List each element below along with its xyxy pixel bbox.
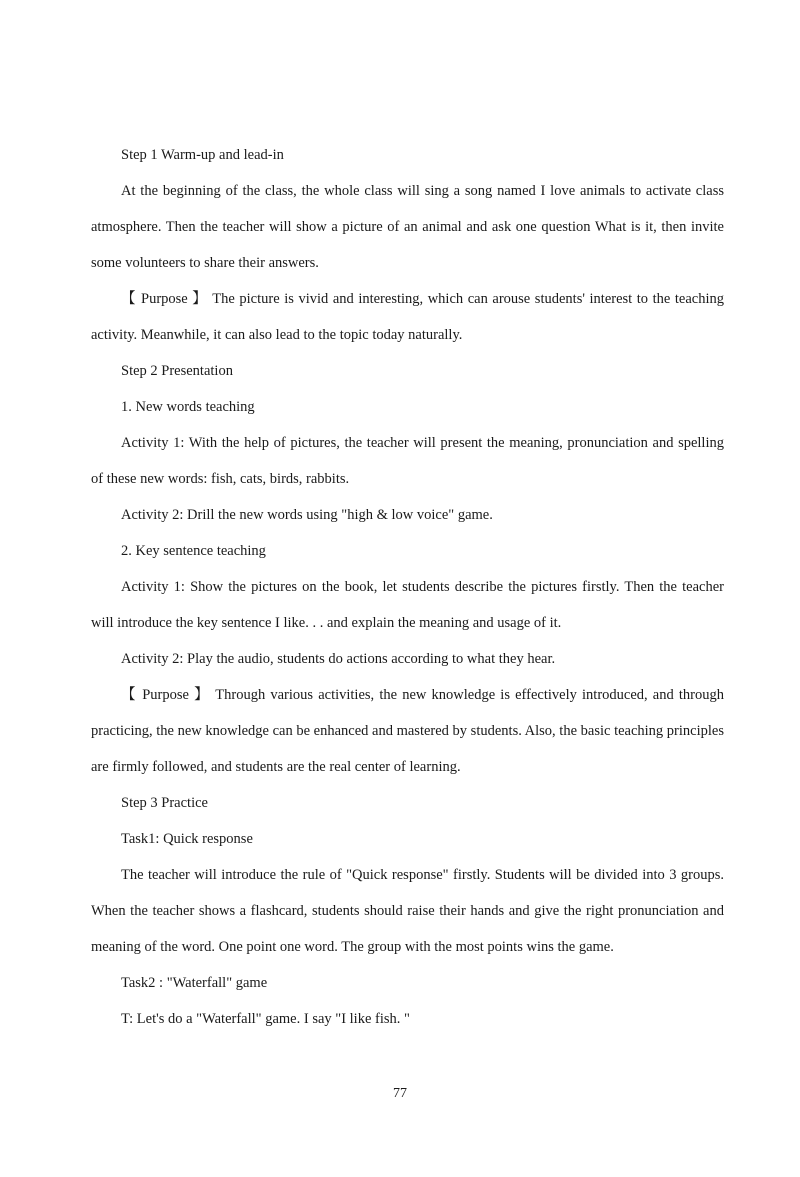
step-1-heading: Step 1 Warm-up and lead-in	[121, 147, 284, 163]
purpose-paragraph-2: 【 Purpose 】 Through various activities, the new knowledge is effectively introduced, and through practicing, the new knowledge can be enhanced and mastered by students. Also, the basic teaching principles are firmly followed, and students are the real center of learning.	[91, 687, 724, 775]
page-content	[91, 137, 724, 1037]
task-1-paragraph: The teacher will introduce the rule of "Quick response" firstly. Students will be divided into 3 groups. When the teacher shows a flashcard, students should raise their hands and give the right pronunciation and meaning of the word. One point one word. The group with the most points wins the game.	[91, 867, 724, 955]
page-number: 77	[393, 1086, 407, 1101]
key-sentence-activity-2: Activity 2: Play the audio, students do actions according to what they hear.	[121, 651, 556, 667]
new-words-activity-2: Activity 2: Drill the new words using "high & low voice" game.	[121, 507, 493, 523]
task-1-heading: Task1: Quick response	[121, 831, 253, 847]
new-words-heading: 1. New words teaching	[121, 399, 255, 415]
warm-up-paragraph: At the beginning of the class, the whole class will sing a song named I love animals to activate class atmosphere. Then the teacher will show a picture of an animal and ask one question What is it, then invite some volunteers to share their answers.	[91, 183, 724, 271]
task-2-heading: Task2 : "Waterfall" game	[121, 975, 268, 991]
purpose-paragraph-1: 【 Purpose 】 The picture is vivid and interesting, which can arouse students' interest to the teaching activity. Meanwhile, it can also lead to the topic today naturally.	[91, 291, 724, 343]
step-3-heading: Step 3 Practice	[121, 795, 208, 811]
step-2-heading: Step 2 Presentation	[121, 363, 233, 379]
key-sentence-heading: 2. Key sentence teaching	[121, 543, 266, 559]
new-words-activity-1: Activity 1: With the help of pictures, the teacher will present the meaning, pronunciation and spelling of these new words: fish, cats, birds, rabbits.	[91, 435, 724, 487]
waterfall-dialogue-line: T: Let's do a "Waterfall" game. I say "I like fish. "	[121, 1011, 410, 1027]
key-sentence-activity-1: Activity 1: Show the pictures on the book, let students describe the pictures firstly. Then the teacher will introduce the key sentence I like. . . and explain the meaning and usage of it.	[91, 579, 724, 631]
